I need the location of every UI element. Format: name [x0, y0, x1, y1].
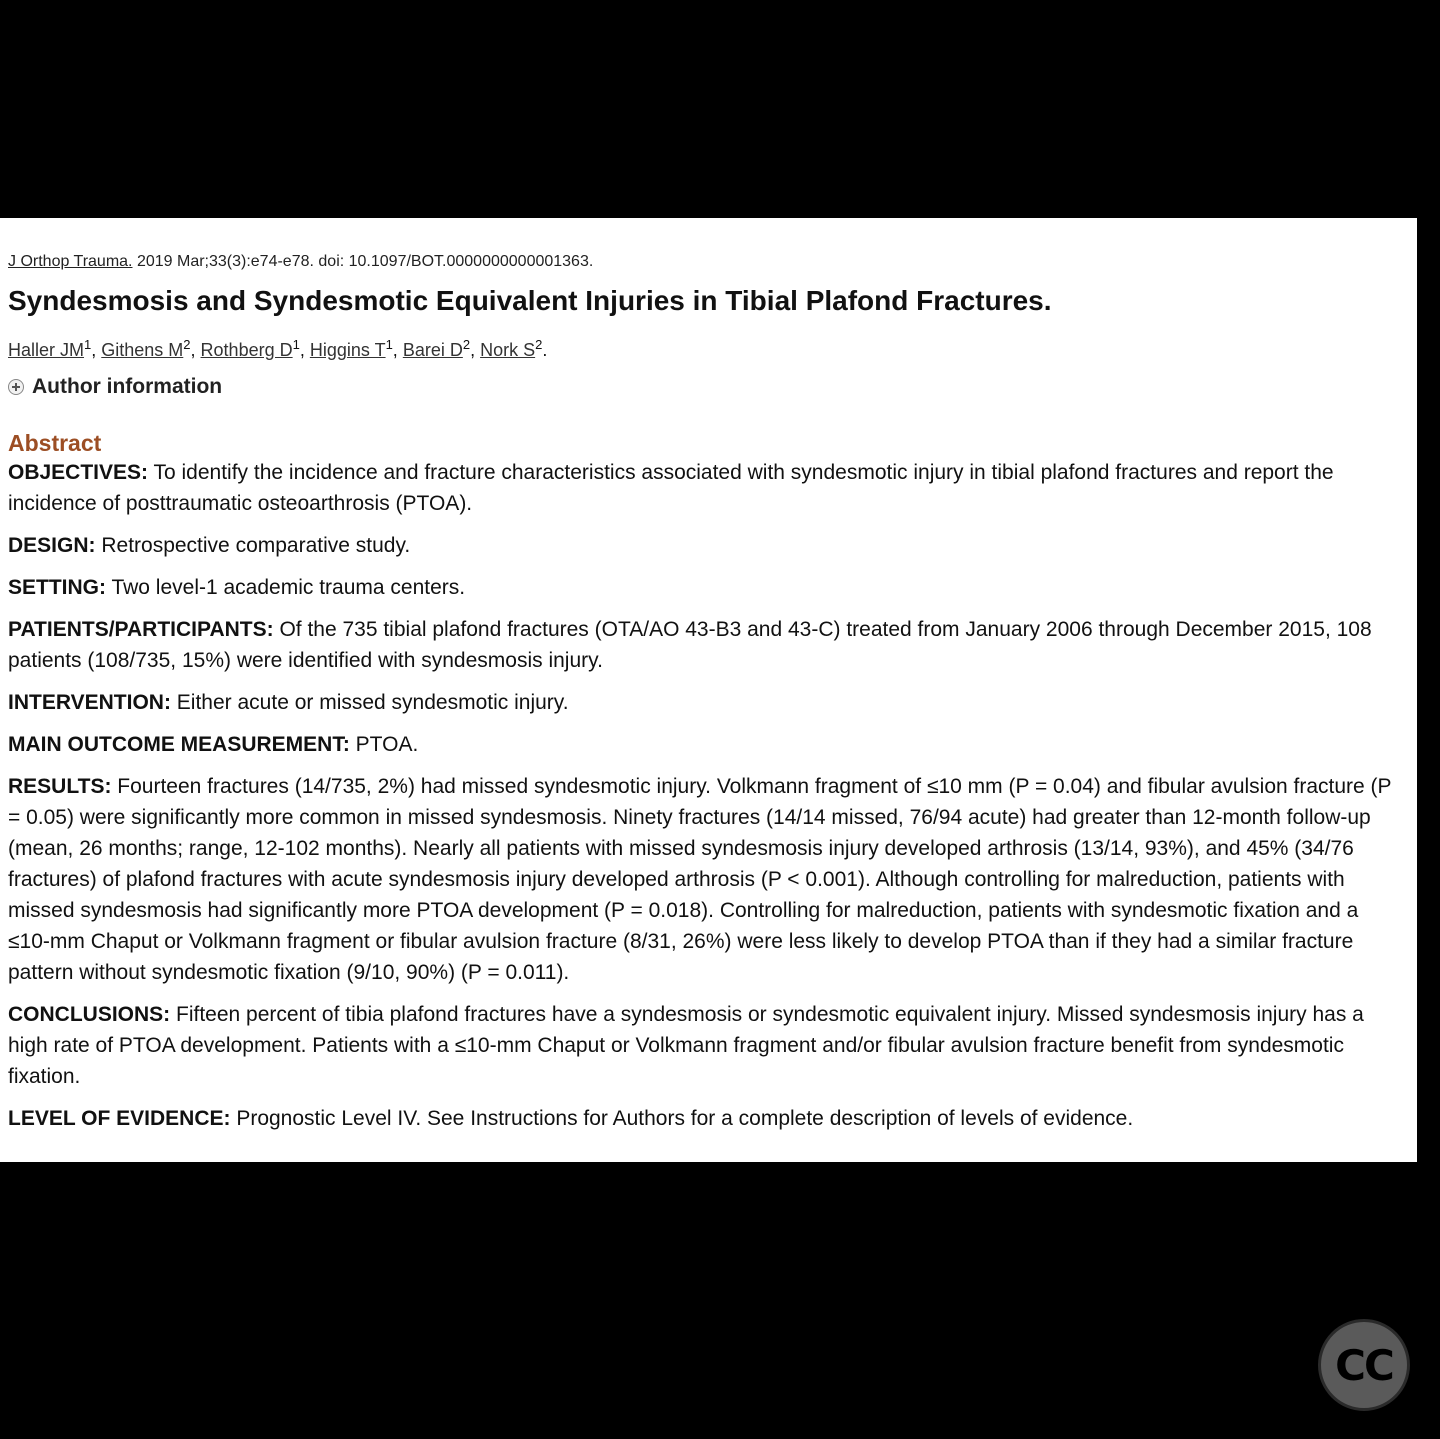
- section-text: To identify the incidence and fracture characteristics associated with syndesmotic injury in tibial plafond fractures and report the incidence of posttraumatic osteoarthrosis (PTOA).: [8, 461, 1334, 515]
- author-link[interactable]: Rothberg D: [200, 340, 293, 360]
- section-label: OBJECTIVES:: [8, 461, 149, 484]
- abstract-section-conclusions: [8, 999, 1403, 1092]
- author-link[interactable]: Barei D: [402, 340, 463, 360]
- section-label: LEVEL OF EVIDENCE:: [8, 1107, 231, 1130]
- section-text: PTOA.: [349, 733, 419, 756]
- section-label: CONCLUSIONS:: [8, 1003, 171, 1026]
- section-text: Prognostic Level IV. See Instructions for Authors for a complete description of levels of evidence.: [230, 1107, 1134, 1130]
- author-information-label: Author information: [32, 375, 223, 398]
- abstract-section-setting: [8, 572, 1403, 603]
- section-text: Either acute or missed syndesmotic injury.: [170, 691, 569, 714]
- section-label: RESULTS:: [8, 775, 112, 798]
- closed-captions-icon[interactable]: [1318, 1319, 1410, 1411]
- section-text: Retrospective comparative study.: [95, 534, 411, 557]
- section-label: INTERVENTION:: [8, 691, 171, 714]
- abstract-sections: [8, 457, 1417, 1134]
- abstract-heading: Abstract: [8, 430, 102, 456]
- section-text: Two level-1 academic trauma centers.: [106, 576, 466, 599]
- author-link[interactable]: Higgins T: [309, 340, 386, 360]
- abstract-section-evidence: [8, 1103, 1403, 1134]
- author-link[interactable]: Githens M: [101, 340, 184, 360]
- author-affiliation: 2: [535, 337, 543, 352]
- abstract-section-patients: [8, 614, 1403, 676]
- author-link[interactable]: Haller JM: [8, 340, 85, 360]
- abstract-section-design: [8, 530, 1403, 561]
- section-label: DESIGN:: [8, 534, 96, 557]
- author-affiliation: 2: [462, 337, 471, 352]
- expand-plus-icon[interactable]: [8, 379, 24, 395]
- author-affiliation: 2: [183, 337, 191, 352]
- citation-details: 2019 Mar;33(3):e74-e78. doi: 10.1097/BOT.0000000000001363.: [132, 253, 594, 270]
- abstract-section-results: [8, 771, 1403, 988]
- abstract-section-intervention: [8, 687, 1403, 718]
- article-title: Syndesmosis and Syndesmotic Equivalent Injuries in Tibial Plafond Fractures.: [8, 285, 1052, 316]
- section-label: SETTING:: [8, 576, 106, 599]
- author-affiliation: 1: [385, 337, 393, 352]
- author-link[interactable]: Nork S: [480, 340, 536, 360]
- section-text: Fifteen percent of tibia plafond fractures have a syndesmosis or syndesmotic equivalent injury. Missed syndesmosis injury has a high rate of PTOA development. Patients with a ≤10-mm Chaput or Volkmann fragment and/or fibular avulsion fracture benefit from syndesmotic fixation.: [8, 1003, 1364, 1088]
- citation: [8, 252, 1417, 272]
- section-label: PATIENTS/PARTICIPANTS:: [8, 618, 274, 641]
- section-text: Fourteen fractures (14/735, 2%) had missed syndesmotic injury. Volkmann fragment of ≤10 mm (P = 0.04) and fibular avulsion fracture (P = 0.05) were significantly more common in missed syndesmosis. Ninety fractures (14/14 missed, 76/94 acute) had greater than 12-month follow-up (mean, 26 months; range, 12-102 months). Nearly all patients with missed syndesmosis injury developed arthrosis (13/14, 93%), and 45% (34/76 fractures) of plafond fractures with acute syndesmosis injury developed arthrosis (P < 0.001). Although controlling for malreduction, patients with missed syndesmosis had significantly more PTOA development (P = 0.018). Controlling for malreduction, patients with syndesmotic fixation and a ≤10-mm Chaput or Volkmann fragment or fibular avulsion fracture (8/31, 26%) were less likely to develop PTOA than if they had a similar fracture pattern without syndesmotic fixation (9/10, 90%) (P = 0.011).: [8, 775, 1392, 984]
- author-list: Haller $JM^1$, Githens $M^2$, Rothberg $D^1$, Higgins $T^1$, Barei $D^2$, Nork $S^2$.: [8, 337, 548, 360]
- author-affiliation: 1: [292, 337, 300, 352]
- section-label: MAIN OUTCOME MEASUREMENT:: [8, 733, 350, 756]
- journal-link[interactable]: J Orthop Trauma.: [8, 253, 133, 270]
- abstract-section-objectives: [8, 457, 1403, 519]
- abstract-panel: [0, 218, 1417, 1162]
- cc-badge-label: CC: [1335, 1340, 1393, 1390]
- abstract-section-outcome: [8, 729, 1403, 760]
- author-information-toggle[interactable]: [8, 375, 1417, 399]
- section-text: Of the 735 tibial plafond fractures (OTA/AO 43-B3 and 43-C) treated from January 2006 through December 2015, 108 patients (108/735, 15%) were identified with syndesmosis injury.: [8, 618, 1372, 672]
- author-affiliation: 1: [84, 337, 92, 352]
